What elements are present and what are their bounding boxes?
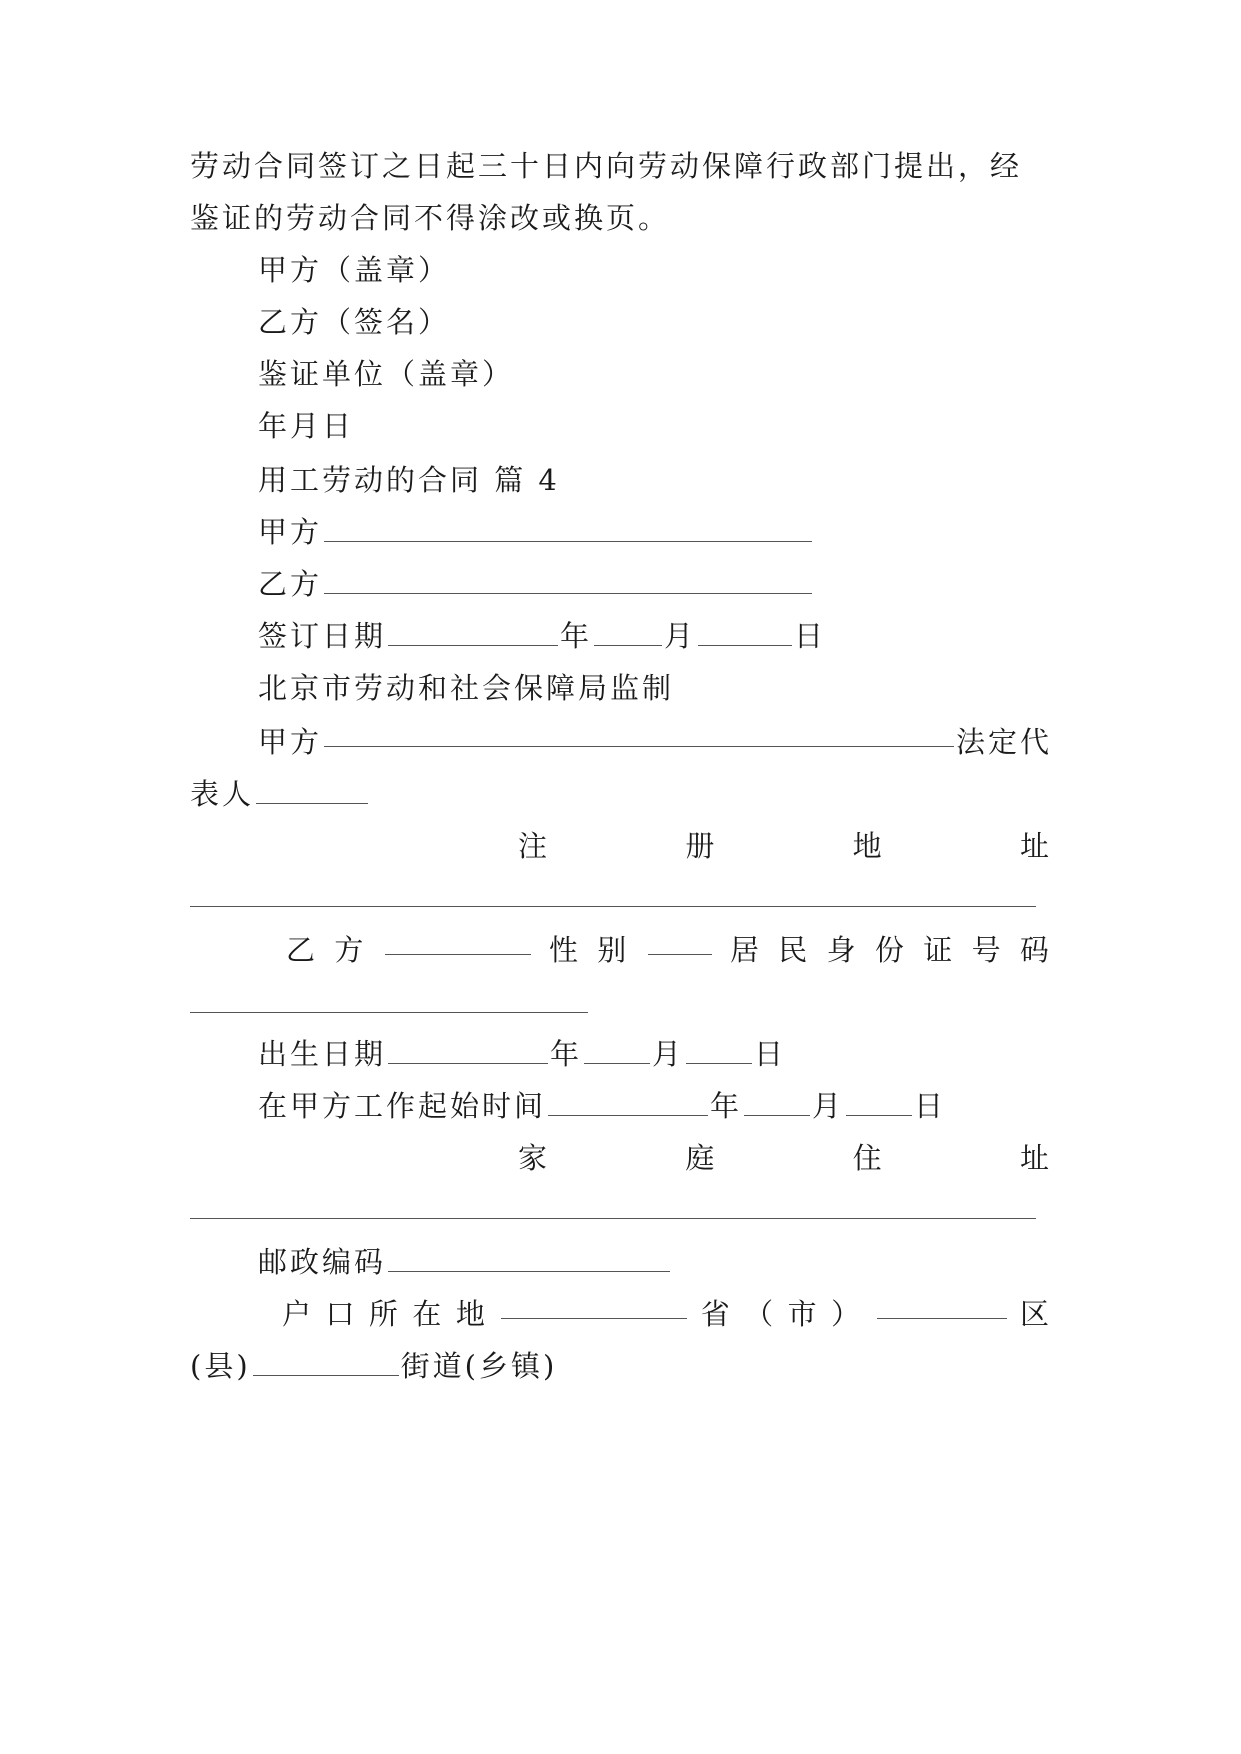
blank-line <box>324 569 812 594</box>
blank-line <box>698 621 792 646</box>
label: 月 <box>664 619 697 653</box>
blank-line <box>388 621 558 646</box>
cover-sign-date <box>258 616 1052 656</box>
blank-line <box>548 1091 708 1116</box>
char: 民 <box>778 933 811 967</box>
blank-line <box>501 1294 687 1319</box>
char: 市 <box>787 1297 820 1331</box>
char: 住 <box>852 1141 885 1175</box>
label: 出生日期 <box>258 1037 387 1071</box>
char: 址 <box>1019 829 1052 863</box>
char: ） <box>831 1297 864 1331</box>
label: 年 <box>560 619 593 653</box>
char: 证 <box>923 933 956 967</box>
label: 邮政编码 <box>258 1245 387 1279</box>
blank-line <box>256 779 368 804</box>
sign-unit: 鉴证单位（盖章） <box>258 357 515 391</box>
blank-line <box>584 1039 650 1064</box>
char: 方 <box>334 933 367 967</box>
label: 在甲方工作起始时间 <box>258 1089 547 1123</box>
employer-party-a <box>258 722 1052 762</box>
char: 码 <box>1019 933 1052 967</box>
char: 性 <box>548 933 581 967</box>
char: 居 <box>729 933 762 967</box>
char: 乙 <box>286 933 319 967</box>
char: 省 <box>700 1297 733 1331</box>
char: 别 <box>597 933 630 967</box>
cover-party-a <box>258 512 1052 552</box>
label: 表人 <box>190 777 255 811</box>
char: 址 <box>1019 1141 1052 1175</box>
hukou-row <box>282 1294 1052 1334</box>
cover-party-b <box>258 564 1052 604</box>
sign-party-a: 甲方（盖章） <box>258 253 451 287</box>
sign-party-b: 乙方（签名） <box>258 305 451 339</box>
char: 口 <box>325 1297 358 1331</box>
registered-address-label <box>518 826 1052 866</box>
id-number-blank <box>190 1012 588 1013</box>
char: 所 <box>368 1297 401 1331</box>
char: 在 <box>412 1297 445 1331</box>
blank-line <box>324 722 954 747</box>
hukou-row-cont <box>190 1346 1052 1386</box>
char: （ <box>744 1297 777 1331</box>
char: 地 <box>852 829 885 863</box>
label: 月 <box>652 1037 685 1071</box>
section-heading: 用工劳动的合同 篇 4 <box>258 463 560 497</box>
blank-line <box>877 1294 1007 1319</box>
blank-line <box>388 1247 670 1272</box>
employee-info-row <box>286 930 1052 970</box>
postal-code <box>258 1242 1052 1282</box>
char: 地 <box>455 1297 488 1331</box>
blank-line <box>686 1039 752 1064</box>
char: 家 <box>518 1141 551 1175</box>
char: 区 <box>1019 1297 1052 1331</box>
label: 年 <box>550 1037 583 1071</box>
home-address-blank <box>190 1218 1036 1219</box>
employer-legal-rep <box>190 774 1052 814</box>
paragraph-line: 劳动合同签订之日起三十日内向劳动保障行政部门提出，经 <box>190 149 1023 183</box>
home-address-label <box>518 1138 1052 1178</box>
label: 日 <box>914 1089 947 1123</box>
employee-start-date <box>258 1086 1052 1126</box>
label: 年 <box>710 1089 743 1123</box>
char: 庭 <box>685 1141 718 1175</box>
blank-line <box>324 517 812 542</box>
blank-line <box>648 930 712 955</box>
char: 册 <box>685 829 718 863</box>
blank-line <box>846 1091 912 1116</box>
label: 日 <box>794 619 827 653</box>
cover-supervisor: 北京市劳动和社会保障局监制 <box>258 671 675 705</box>
blank-line <box>385 930 531 955</box>
char: 注 <box>518 829 551 863</box>
label: 甲方 <box>258 725 323 759</box>
label: 法定代 <box>955 725 1052 759</box>
char: 户 <box>282 1297 315 1331</box>
label: 街道(乡镇) <box>400 1349 558 1383</box>
label: (县) <box>190 1349 251 1383</box>
blank-line <box>253 1351 399 1376</box>
registered-address-blank <box>190 906 1036 907</box>
blank-line <box>594 621 662 646</box>
label: 签订日期 <box>258 619 387 653</box>
blank-line <box>388 1039 548 1064</box>
employee-birth-date <box>258 1034 1052 1074</box>
blank-line <box>744 1091 810 1116</box>
label: 甲方 <box>258 515 323 549</box>
char: 份 <box>874 933 907 967</box>
paragraph-line: 鉴证的劳动合同不得涂改或换页。 <box>190 201 671 235</box>
char: 号 <box>971 933 1004 967</box>
sign-date: 年月日 <box>258 409 355 443</box>
label: 月 <box>812 1089 845 1123</box>
char: 身 <box>826 933 859 967</box>
label: 日 <box>754 1037 787 1071</box>
label: 乙方 <box>258 567 323 601</box>
